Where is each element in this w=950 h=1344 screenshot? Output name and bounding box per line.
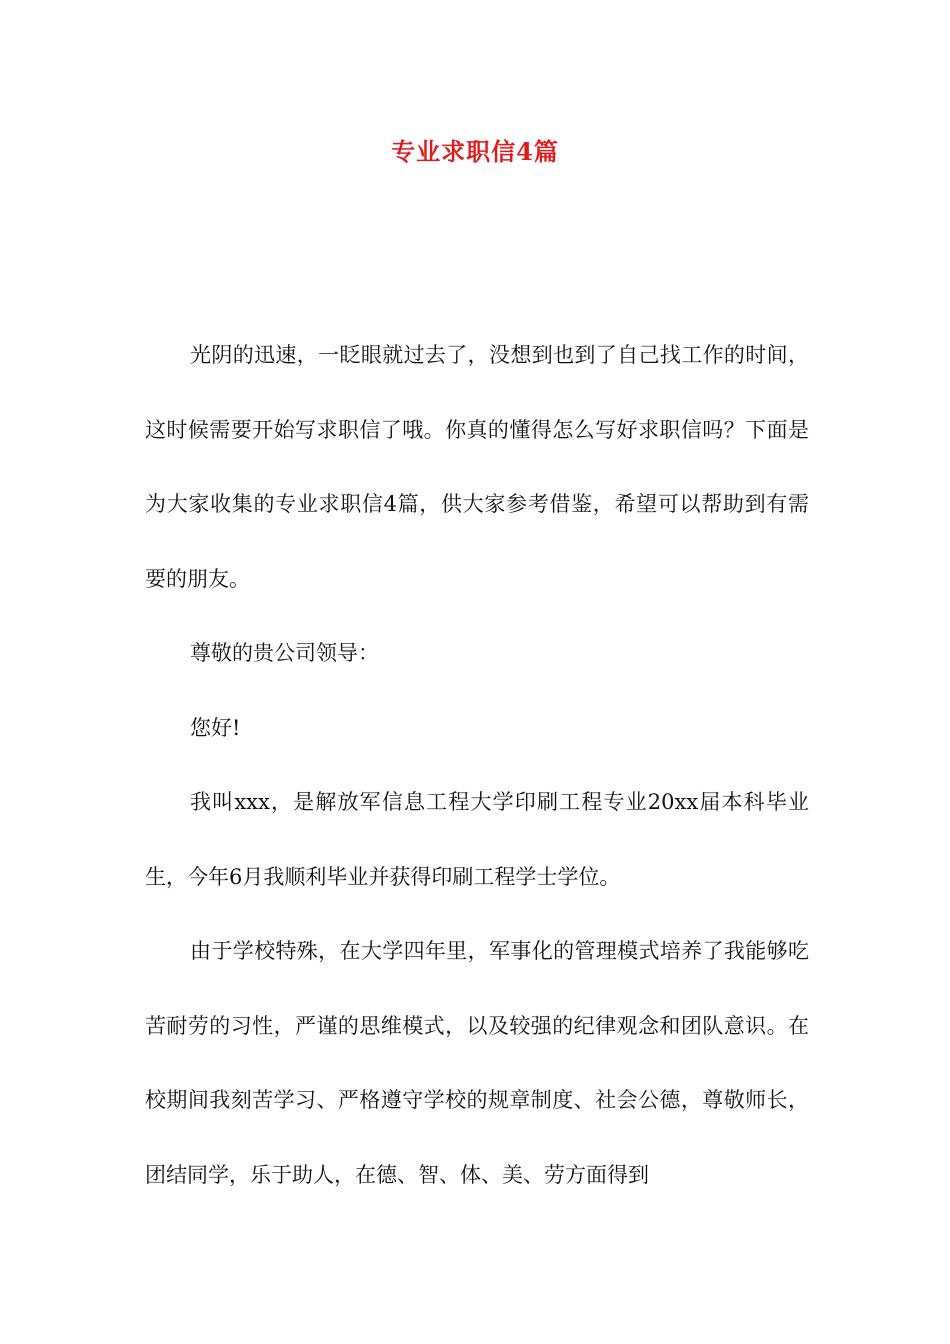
paragraph-intro: 光阴的迅速，一眨眼就过去了，没想到也到了自己找工作的时间，这时候需要开始写求职信了哦。你真的懂得怎么写好求职信吗？下面是为大家收集的专业求职信4篇，供大家参考借鉴，希望可以帮助到有需要的朋友。: [145, 343, 809, 591]
paragraph-self-introduction: 我叫xxx，是解放军信息工程大学印刷工程专业20xx届本科毕业生，今年6月我顺利毕业并获得印刷工程学士学位。: [145, 790, 809, 889]
paragraph-salutation: 尊敬的贵公司领导：: [190, 641, 379, 665]
document-body: [145, 318, 809, 1212]
paragraph-greeting: 您好!: [190, 715, 241, 740]
paragraph-school-experience: 由于学校特殊，在大学四年里，军事化的管理模式培养了我能够吃苦耐劳的习性，严谨的思维模式，以及较强的纪律观念和团队意识。在校期间我刻苦学习、严格遵守学校的规章制度、社会公德，尊敬师长，团结同学，乐于助人，在德、智、体、美、劳方面得到: [145, 939, 809, 1187]
document-title: 专业求职信4篇: [391, 137, 559, 166]
